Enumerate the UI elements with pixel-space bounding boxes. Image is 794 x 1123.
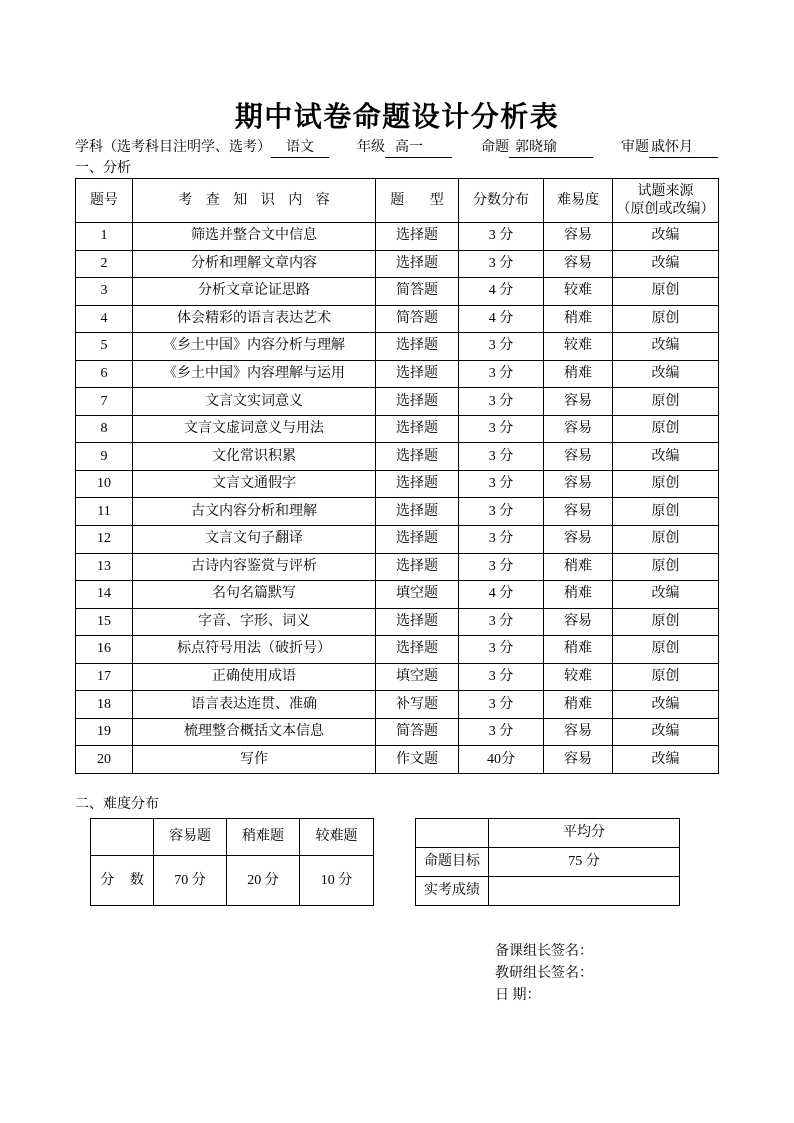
cell-number: 15 bbox=[76, 608, 133, 636]
difficulty-distribution-table bbox=[90, 818, 374, 906]
cell-type: 填空题 bbox=[376, 663, 459, 691]
cell-number: 19 bbox=[76, 718, 133, 746]
cell-type: 补写题 bbox=[376, 691, 459, 719]
cell-type: 简答题 bbox=[376, 305, 459, 333]
cell-score: 3 分 bbox=[459, 443, 544, 471]
cell-source: 改编 bbox=[613, 746, 719, 774]
table-row bbox=[416, 819, 680, 848]
cell-type: 填空题 bbox=[376, 581, 459, 609]
header-source bbox=[613, 179, 719, 223]
cell-source: 改编 bbox=[613, 250, 719, 278]
cell-number: 13 bbox=[76, 553, 133, 581]
table-row bbox=[76, 636, 719, 664]
cell-content: 文言文虚词意义与用法 bbox=[133, 415, 376, 443]
cell-content: 正确使用成语 bbox=[133, 663, 376, 691]
cell-source: 原创 bbox=[613, 608, 719, 636]
cell-difficulty: 容易 bbox=[544, 608, 613, 636]
cell-content: 筛选并整合文中信息 bbox=[133, 223, 376, 251]
table-row bbox=[76, 333, 719, 361]
table-row bbox=[76, 250, 719, 278]
cell-content: 文言文通假字 bbox=[133, 470, 376, 498]
table-row bbox=[76, 663, 719, 691]
cell-type: 选择题 bbox=[376, 526, 459, 554]
cell-type: 选择题 bbox=[376, 498, 459, 526]
cell-source: 原创 bbox=[613, 388, 719, 416]
cell-content: 梳理整合概括文本信息 bbox=[133, 718, 376, 746]
cell-type: 选择题 bbox=[376, 553, 459, 581]
table-row bbox=[76, 470, 719, 498]
cell-score: 3 分 bbox=[459, 470, 544, 498]
difficulty-heading: 二、难度分布 bbox=[75, 797, 159, 812]
score-medium: 20 分 bbox=[227, 856, 300, 906]
cell-number: 3 bbox=[76, 278, 133, 306]
table-row bbox=[76, 746, 719, 774]
cell-score: 3 分 bbox=[459, 360, 544, 388]
cell-source: 原创 bbox=[613, 663, 719, 691]
cell-type: 选择题 bbox=[376, 223, 459, 251]
level-easy: 容易题 bbox=[154, 819, 227, 856]
cell-source: 原创 bbox=[613, 553, 719, 581]
cell-score: 3 分 bbox=[459, 663, 544, 691]
cell-difficulty: 容易 bbox=[544, 526, 613, 554]
cell-type: 选择题 bbox=[376, 636, 459, 664]
table-row bbox=[76, 498, 719, 526]
table-row bbox=[76, 718, 719, 746]
cell-number: 4 bbox=[76, 305, 133, 333]
cell-difficulty: 容易 bbox=[544, 718, 613, 746]
cell-content: 体会精彩的语言表达艺术 bbox=[133, 305, 376, 333]
cell-type: 简答题 bbox=[376, 278, 459, 306]
table-row bbox=[76, 608, 719, 636]
reviewer-value: 戚怀月 bbox=[649, 139, 718, 158]
cell-score: 3 分 bbox=[459, 223, 544, 251]
target-value: 75 分 bbox=[489, 848, 680, 877]
header-difficulty: 难易度 bbox=[544, 179, 613, 223]
setter-value: 郭晓瑜 bbox=[509, 139, 593, 158]
level-medium: 稍难题 bbox=[227, 819, 300, 856]
table-row bbox=[91, 856, 374, 906]
header-score: 分数分布 bbox=[459, 179, 544, 223]
cell-score: 3 分 bbox=[459, 553, 544, 581]
score-easy: 70 分 bbox=[154, 856, 227, 906]
cell-type: 选择题 bbox=[376, 470, 459, 498]
cell-number: 2 bbox=[76, 250, 133, 278]
reviewer-label: 审题 bbox=[621, 140, 649, 155]
grade-value: 高一 bbox=[385, 139, 452, 158]
header-number: 题号 bbox=[76, 179, 133, 223]
cell-source: 原创 bbox=[613, 526, 719, 554]
header-source-line2: （原创或改编） bbox=[616, 201, 715, 217]
cell-source: 改编 bbox=[613, 691, 719, 719]
average-score-table bbox=[415, 818, 680, 906]
header-source-line1: 试题来源 bbox=[637, 183, 694, 199]
cell-source: 原创 bbox=[613, 415, 719, 443]
grade-label: 年级 bbox=[357, 140, 385, 155]
cell-difficulty: 容易 bbox=[544, 223, 613, 251]
subject-label: 学科（选考科目注明学、选考） bbox=[75, 140, 271, 155]
analysis-table bbox=[75, 178, 719, 774]
level-hard: 较难题 bbox=[300, 819, 374, 856]
cell-score: 40分 bbox=[459, 746, 544, 774]
cell-content: 字音、字形、词义 bbox=[133, 608, 376, 636]
cell-score: 3 分 bbox=[459, 691, 544, 719]
cell-source: 改编 bbox=[613, 333, 719, 361]
cell-difficulty: 稍难 bbox=[544, 360, 613, 388]
table-row bbox=[76, 443, 719, 471]
cell-difficulty: 稍难 bbox=[544, 636, 613, 664]
cell-difficulty: 容易 bbox=[544, 470, 613, 498]
cell-content: 分析和理解文章内容 bbox=[133, 250, 376, 278]
cell-content: 文言文实词意义 bbox=[133, 388, 376, 416]
empty-corner-cell bbox=[91, 819, 154, 856]
score-label: 分 数 bbox=[91, 856, 154, 906]
cell-content: 名句名篇默写 bbox=[133, 581, 376, 609]
cell-source: 原创 bbox=[613, 278, 719, 306]
table-row bbox=[76, 553, 719, 581]
table-row bbox=[76, 278, 719, 306]
target-label: 命题目标 bbox=[416, 848, 489, 877]
cell-content: 《乡土中国》内容理解与运用 bbox=[133, 360, 376, 388]
cell-score: 3 分 bbox=[459, 718, 544, 746]
cell-source: 改编 bbox=[613, 360, 719, 388]
cell-source: 改编 bbox=[613, 443, 719, 471]
cell-number: 10 bbox=[76, 470, 133, 498]
cell-difficulty: 容易 bbox=[544, 388, 613, 416]
cell-type: 选择题 bbox=[376, 360, 459, 388]
cell-difficulty: 容易 bbox=[544, 415, 613, 443]
table-row bbox=[76, 691, 719, 719]
cell-number: 7 bbox=[76, 388, 133, 416]
page-title: 期中试卷命题设计分析表 bbox=[234, 101, 560, 132]
cell-difficulty: 稍难 bbox=[544, 581, 613, 609]
cell-source: 改编 bbox=[613, 718, 719, 746]
cell-score: 3 分 bbox=[459, 250, 544, 278]
table-row bbox=[91, 819, 374, 856]
cell-content: 分析文章论证思路 bbox=[133, 278, 376, 306]
cell-source: 原创 bbox=[613, 305, 719, 333]
cell-type: 选择题 bbox=[376, 415, 459, 443]
table-row bbox=[76, 305, 719, 333]
cell-content: 古文内容分析和理解 bbox=[133, 498, 376, 526]
cell-difficulty: 较难 bbox=[544, 663, 613, 691]
actual-value-blank bbox=[489, 877, 680, 906]
cell-score: 4 分 bbox=[459, 305, 544, 333]
cell-difficulty: 容易 bbox=[544, 443, 613, 471]
research-leader-signature: 教研组长签名： bbox=[495, 966, 593, 981]
analysis-heading: 一、分析 bbox=[75, 161, 131, 176]
cell-type: 简答题 bbox=[376, 718, 459, 746]
cell-source: 改编 bbox=[613, 581, 719, 609]
cell-content: 语言表达连贯、准确 bbox=[133, 691, 376, 719]
cell-number: 5 bbox=[76, 333, 133, 361]
cell-score: 3 分 bbox=[459, 498, 544, 526]
table-row bbox=[76, 223, 719, 251]
subject-value: 语文 bbox=[271, 139, 329, 158]
cell-score: 3 分 bbox=[459, 388, 544, 416]
cell-number: 12 bbox=[76, 526, 133, 554]
cell-score: 3 分 bbox=[459, 608, 544, 636]
cell-score: 3 分 bbox=[459, 333, 544, 361]
cell-content: 《乡土中国》内容分析与理解 bbox=[133, 333, 376, 361]
score-hard: 10 分 bbox=[300, 856, 374, 906]
group-leader-signature: 备课组长签名： bbox=[495, 944, 593, 959]
table-row bbox=[76, 415, 719, 443]
cell-content: 文化常识积累 bbox=[133, 443, 376, 471]
cell-difficulty: 较难 bbox=[544, 333, 613, 361]
cell-source: 原创 bbox=[613, 498, 719, 526]
cell-number: 14 bbox=[76, 581, 133, 609]
cell-score: 3 分 bbox=[459, 526, 544, 554]
table-row bbox=[416, 877, 680, 906]
signature-block bbox=[495, 941, 593, 1007]
cell-difficulty: 稍难 bbox=[544, 691, 613, 719]
cell-source: 原创 bbox=[613, 470, 719, 498]
cell-difficulty: 容易 bbox=[544, 250, 613, 278]
cell-number: 20 bbox=[76, 746, 133, 774]
cell-number: 8 bbox=[76, 415, 133, 443]
cell-content: 写作 bbox=[133, 746, 376, 774]
cell-type: 选择题 bbox=[376, 608, 459, 636]
setter-label: 命题 bbox=[481, 140, 509, 155]
empty-corner-cell bbox=[416, 819, 489, 848]
header-type: 题 型 bbox=[376, 179, 459, 223]
cell-score: 3 分 bbox=[459, 415, 544, 443]
cell-source: 原创 bbox=[613, 636, 719, 664]
date-line: 日 期： bbox=[495, 988, 541, 1003]
cell-number: 9 bbox=[76, 443, 133, 471]
cell-number: 1 bbox=[76, 223, 133, 251]
cell-type: 选择题 bbox=[376, 388, 459, 416]
table-row bbox=[76, 360, 719, 388]
average-header: 平均分 bbox=[489, 819, 680, 848]
table-row bbox=[76, 388, 719, 416]
cell-number: 18 bbox=[76, 691, 133, 719]
actual-label: 实考成绩 bbox=[416, 877, 489, 906]
analysis-table-body bbox=[76, 223, 719, 774]
cell-score: 4 分 bbox=[459, 278, 544, 306]
cell-type: 选择题 bbox=[376, 443, 459, 471]
cell-number: 16 bbox=[76, 636, 133, 664]
info-line bbox=[75, 139, 720, 158]
cell-number: 11 bbox=[76, 498, 133, 526]
cell-difficulty: 容易 bbox=[544, 746, 613, 774]
cell-number: 6 bbox=[76, 360, 133, 388]
cell-difficulty: 稍难 bbox=[544, 305, 613, 333]
table-header-row bbox=[76, 179, 719, 223]
cell-source: 改编 bbox=[613, 223, 719, 251]
cell-content: 古诗内容鉴赏与评析 bbox=[133, 553, 376, 581]
table-row bbox=[76, 581, 719, 609]
cell-content: 标点符号用法（破折号） bbox=[133, 636, 376, 664]
table-row bbox=[416, 848, 680, 877]
cell-score: 4 分 bbox=[459, 581, 544, 609]
cell-type: 作文题 bbox=[376, 746, 459, 774]
cell-difficulty: 容易 bbox=[544, 498, 613, 526]
cell-number: 17 bbox=[76, 663, 133, 691]
header-content: 考 查 知 识 内 容 bbox=[133, 179, 376, 223]
cell-difficulty: 较难 bbox=[544, 278, 613, 306]
cell-type: 选择题 bbox=[376, 250, 459, 278]
cell-score: 3 分 bbox=[459, 636, 544, 664]
cell-type: 选择题 bbox=[376, 333, 459, 361]
cell-difficulty: 稍难 bbox=[544, 553, 613, 581]
table-row bbox=[76, 526, 719, 554]
cell-content: 文言文句子翻译 bbox=[133, 526, 376, 554]
